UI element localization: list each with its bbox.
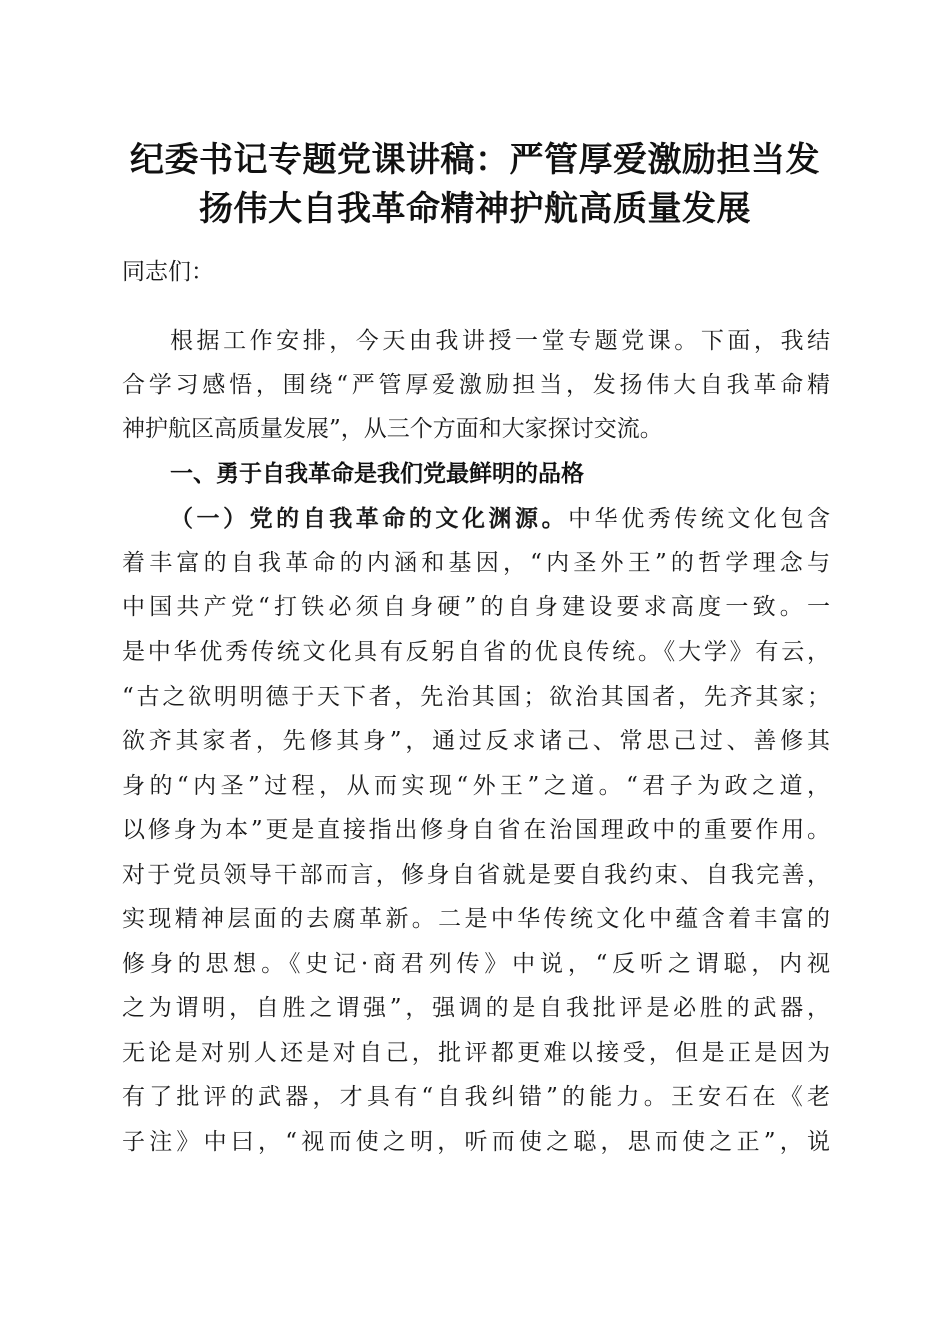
body-line: 之为谓明，自胜之谓强”，强调的是自我批评是必胜的武器，: [122, 995, 830, 1021]
intro-line-2: 合学习感悟，围绕“严管厚爱激励担当，发扬伟大自我革命精: [122, 372, 830, 398]
body-line: 欲齐其家者，先修其身”，通过反求诸己、常思己过、善修其: [122, 728, 830, 754]
body-line: 是中华优秀传统文化具有反躬自省的优良传统。《大学》有云，: [122, 639, 830, 665]
body-line: 子注》中曰，“视而使之明，听而使之聪，思而使之正”，说: [122, 1129, 830, 1155]
body-line: 有了批评的武器，才具有“自我纠错”的能力。王安石在《老: [122, 1084, 830, 1110]
salutation: 同志们：: [122, 259, 214, 285]
intro-line-3: 神护航区高质量发展”，从三个方面和大家探讨交流。: [122, 416, 663, 442]
subsection-line-1: [170, 503, 830, 535]
body-line: 对于党员领导干部而言，修身自省就是要自我约束、自我完善，: [122, 862, 830, 888]
body-line: 修身的思想。《史记·商君列传》中说，“反听之谓聪，内视: [122, 951, 830, 977]
document-title-line-2: 扬伟大自我革命精神护航高质量发展: [199, 189, 751, 229]
body-line: “古之欲明明德于天下者，先治其国；欲治其国者，先齐其家；: [122, 684, 830, 710]
body-line: 以修身为本”更是直接指出修身自省在治国理政中的重要作用。: [122, 817, 830, 843]
subsection-text-start: 中华优秀传统文化包含: [568, 506, 831, 532]
body-line: 实现精神层面的去腐革新。二是中华传统文化中蕴含着丰富的: [122, 906, 830, 932]
body-line: 身的“内圣”过程，从而实现“外王”之道。“君子为政之道，: [122, 773, 830, 799]
body-line: 中国共产党“打铁必须自身硬”的自身建设要求高度一致。一: [122, 594, 830, 620]
section-heading-1: 一、勇于自我革命是我们党最鲜明的品格: [170, 461, 584, 487]
body-line: 着丰富的自我革命的内涵和基因，“内圣外王”的哲学理念与: [122, 550, 830, 576]
body-line: 无论是对别人还是对自己，批评都更难以接受，但是正是因为: [122, 1040, 830, 1066]
document-title-line-1: 纪委书记专题党课讲稿：严管厚爱激励担当发: [130, 140, 820, 180]
subsection-heading: （一）党的自我革命的文化渊源。: [170, 505, 569, 532]
intro-line-1: 根据工作安排，今天由我讲授一堂专题党课。下面，我结: [170, 328, 830, 354]
